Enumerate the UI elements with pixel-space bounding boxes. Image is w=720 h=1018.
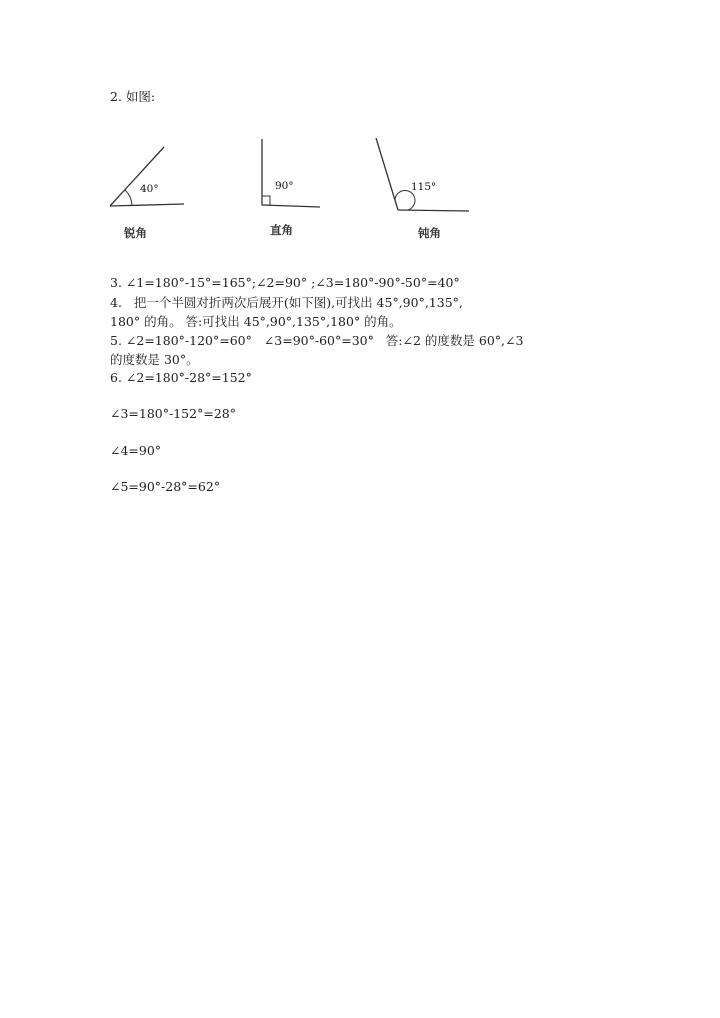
acute-angle-caption: 锐角 <box>124 226 147 240</box>
answer-6-line-4: ∠5=90°-28°=62° <box>110 479 221 494</box>
obtuse-angle-label: 115° <box>411 181 437 193</box>
answer-5-line-2: 的度数是 30°。 <box>110 352 199 367</box>
acute-angle-label: 40° <box>140 183 159 195</box>
right-angle-diagram <box>262 139 320 237</box>
obtuse-angle-caption: 钝角 <box>418 226 441 240</box>
answer-6-line-3: ∠4=90° <box>110 443 162 458</box>
answer-6-line-1: 6. ∠2=180°-28°=152° <box>110 370 252 385</box>
right-angle-caption: 直角 <box>270 223 293 237</box>
acute-angle-diagram <box>110 147 184 240</box>
answer-6-line-2: ∠3=180°-152°=28° <box>110 406 236 421</box>
right-angle-label: 90° <box>275 180 294 192</box>
answer-5-line-1: 5. ∠2=180°-120°=60° ∠3=90°-60°=30° 答:∠2 的度数是 60°,∠3 <box>110 333 524 348</box>
obtuse-angle-diagram <box>376 138 469 240</box>
angle-types-figure <box>100 130 490 248</box>
answer-4-line-2: 180° 的角。 答:可找出 45°,90°,135°,180° 的角。 <box>110 314 402 329</box>
answer-4-line-1: 4. 把一个半圆对折两次后展开(如下图),可找出 45°,90°,135°, <box>110 295 463 310</box>
answer-3: 3. ∠1=180°-15°=165°;∠2=90° ;∠3=180°-90°-50°=40° <box>110 275 460 290</box>
question-2-heading: 2. 如图: <box>110 89 156 104</box>
